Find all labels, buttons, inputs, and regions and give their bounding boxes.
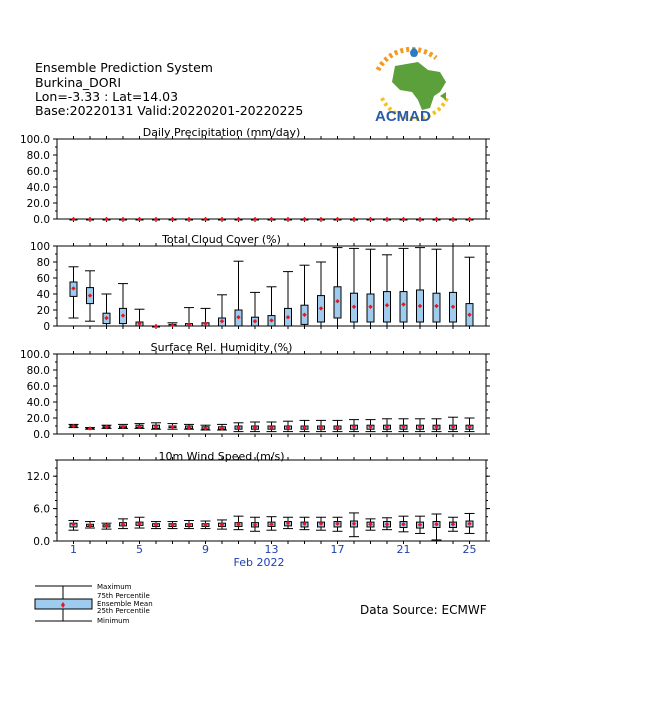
x-axis	[70, 543, 477, 556]
panel-daily-precipitation	[20, 126, 490, 226]
box-day-4	[118, 284, 128, 326]
header-line-1: Ensemble Prediction System	[35, 60, 213, 75]
y-tick-label: 100.0	[19, 134, 50, 146]
mean-marker	[319, 217, 323, 221]
box-day-12	[250, 422, 260, 432]
box-day-22	[415, 419, 425, 432]
y-tick-label: 80.0	[26, 365, 50, 377]
box-day-10	[217, 424, 227, 430]
y-tick-label: 100	[29, 241, 50, 253]
panel-title: 10m Wind Speed (m/s)	[158, 450, 285, 463]
box-day-5	[135, 517, 145, 528]
mean-marker	[170, 217, 174, 221]
box-day-25	[465, 257, 475, 326]
box-day-13	[267, 287, 277, 326]
box-day-2	[85, 426, 95, 430]
box-day-7	[168, 522, 178, 529]
mean-marker	[236, 217, 240, 221]
mean-marker	[170, 323, 174, 327]
box-day-14	[283, 217, 293, 221]
box-day-14	[283, 272, 293, 326]
box-day-24	[448, 246, 458, 326]
legend-p75: 75th Percentile	[97, 592, 150, 600]
box-day-19	[366, 519, 376, 530]
panel-title: Surface Rel. Humidity (%)	[150, 341, 293, 354]
box-day-18	[349, 513, 359, 537]
box-day-13	[267, 217, 277, 221]
box-day-24	[448, 517, 458, 531]
box-day-25	[465, 418, 475, 432]
logo-text: ACMAD	[375, 108, 431, 125]
box-day-23	[432, 249, 442, 326]
legend	[35, 583, 153, 625]
box-day-10	[217, 295, 227, 326]
box-day-23	[432, 217, 442, 221]
box-day-20	[382, 255, 392, 326]
box-day-13	[267, 517, 277, 531]
y-tick-label: 0.0	[33, 536, 50, 548]
box-day-10	[217, 217, 227, 221]
mean-marker	[368, 217, 372, 221]
y-tick-label: 60.0	[26, 381, 50, 393]
mean-marker	[401, 217, 405, 221]
box-day-22	[415, 516, 425, 533]
y-tick-label: 80.0	[26, 150, 50, 162]
y-tick-label: 0	[43, 321, 50, 333]
box-day-11	[234, 261, 244, 326]
panel-surface-rel-humidity	[20, 341, 490, 441]
box-day-4	[118, 424, 128, 429]
box-day-21	[399, 516, 409, 532]
y-tick-label: 80	[36, 257, 50, 269]
box-day-23	[432, 514, 442, 540]
mean-marker	[88, 426, 92, 430]
y-tick-label: 60	[36, 273, 50, 285]
panel-title: Total Cloud Cover (%)	[162, 233, 281, 246]
box-day-24	[448, 217, 458, 221]
box-day-22	[415, 248, 425, 326]
iqr-box	[400, 292, 407, 322]
y-tick-label: 40	[36, 289, 50, 301]
x-tick-label: 9	[202, 543, 209, 556]
mean-marker	[170, 425, 174, 429]
box-day-21	[399, 248, 409, 326]
box-day-19	[366, 420, 376, 432]
box-day-6	[151, 324, 161, 328]
x-tick-label: 21	[396, 543, 411, 556]
box-day-17	[333, 517, 343, 531]
box-day-2	[85, 522, 95, 528]
y-tick-label: 40.0	[26, 397, 50, 409]
y-tick-label: 40.0	[26, 182, 50, 194]
mean-marker	[71, 217, 75, 221]
x-tick-label: 17	[330, 543, 345, 556]
acmad-logo	[375, 48, 448, 125]
box-day-13	[267, 422, 277, 432]
box-day-5	[135, 217, 145, 221]
box-day-5	[135, 424, 145, 429]
box-day-7	[168, 424, 178, 430]
box-day-18	[349, 420, 359, 432]
box-day-12	[250, 517, 260, 531]
box-day-8	[184, 217, 194, 221]
header-line-3: Lon=-3.33 : Lat=14.03	[35, 89, 179, 104]
box-day-2	[85, 271, 95, 321]
mean-marker	[253, 217, 257, 221]
x-tick-label: 1	[70, 543, 77, 556]
box-day-9	[201, 521, 211, 529]
box-day-5	[135, 309, 145, 326]
legend-maximum: Maximum	[97, 583, 132, 591]
mean-marker	[467, 217, 471, 221]
box-day-6	[151, 423, 161, 429]
box-day-15	[300, 517, 310, 529]
box-day-16	[316, 217, 326, 221]
y-tick-label: 20	[36, 305, 50, 317]
box-day-3	[102, 217, 112, 221]
box-day-20	[382, 419, 392, 432]
panel-10m-wind-speed	[27, 450, 490, 548]
mean-marker	[352, 217, 356, 221]
box-day-17	[333, 248, 343, 326]
mean-marker	[335, 217, 339, 221]
box-day-7	[168, 217, 178, 221]
mean-marker	[187, 217, 191, 221]
y-tick-label: 20.0	[26, 413, 50, 425]
mean-marker	[286, 217, 290, 221]
header-line-4: Base:20220131 Valid:20220201-20220225	[35, 103, 304, 118]
box-day-1	[69, 267, 79, 318]
box-day-15	[300, 420, 310, 431]
box-day-11	[234, 217, 244, 221]
x-tick-label: 5	[136, 543, 143, 556]
x-tick-label: 13	[264, 543, 279, 556]
box-day-14	[283, 517, 293, 528]
mean-marker	[418, 217, 422, 221]
box-day-3	[102, 294, 112, 326]
box-day-16	[316, 517, 326, 530]
box-day-16	[316, 420, 326, 431]
box-day-10	[217, 520, 227, 529]
box-day-1	[69, 520, 79, 530]
box-day-3	[102, 425, 112, 429]
box-day-18	[349, 248, 359, 326]
box-day-8	[184, 424, 194, 429]
x-axis-label: Feb 2022	[233, 556, 285, 569]
box-day-8	[184, 520, 194, 528]
mean-marker	[104, 217, 108, 221]
box-day-8	[184, 308, 194, 327]
box-day-2	[85, 217, 95, 221]
y-tick-label: 6.0	[33, 503, 50, 516]
box-day-11	[234, 423, 244, 432]
y-tick-label: 100.0	[19, 349, 50, 361]
box-day-1	[69, 217, 79, 221]
mean-marker	[203, 217, 207, 221]
box-day-11	[234, 516, 244, 530]
box-day-20	[382, 518, 392, 530]
box-day-17	[333, 420, 343, 431]
mean-marker	[302, 217, 306, 221]
mean-marker	[385, 217, 389, 221]
panel-title: Daily Precipitation (mm/day)	[142, 126, 301, 139]
box-day-9	[201, 217, 211, 221]
box-day-19	[366, 217, 376, 221]
box-day-20	[382, 217, 392, 221]
box-day-22	[415, 217, 425, 221]
box-day-25	[465, 513, 475, 533]
mean-marker	[154, 324, 158, 328]
y-tick-label: 0.0	[33, 214, 50, 226]
mean-marker	[451, 217, 455, 221]
box-day-23	[432, 419, 442, 432]
box-day-9	[201, 308, 211, 326]
y-tick-label: 20.0	[26, 198, 50, 210]
box-day-21	[399, 419, 409, 432]
mean-marker	[121, 217, 125, 221]
panel-frame	[57, 139, 486, 219]
box-day-19	[366, 249, 376, 326]
box-day-24	[448, 417, 458, 431]
mean-marker	[269, 217, 273, 221]
box-day-1	[69, 424, 79, 428]
header-line-2: Burkina_DORI	[35, 75, 122, 90]
box-day-9	[201, 425, 211, 430]
mean-marker	[220, 217, 224, 221]
box-day-15	[300, 265, 310, 326]
mean-marker	[154, 217, 158, 221]
box-day-15	[300, 217, 310, 221]
mean-marker	[137, 217, 141, 221]
y-tick-label: 60.0	[26, 166, 50, 178]
legend-minimum: Minimum	[97, 617, 130, 625]
y-tick-label: 0.0	[33, 429, 50, 441]
box-day-12	[250, 217, 260, 221]
mean-marker	[434, 217, 438, 221]
box-day-25	[465, 217, 475, 221]
box-day-17	[333, 217, 343, 221]
box-day-16	[316, 262, 326, 326]
box-day-14	[283, 421, 293, 431]
x-tick-label: 25	[462, 543, 477, 556]
box-day-3	[102, 523, 112, 529]
box-day-21	[399, 217, 409, 221]
legend-p25: 25th Percentile	[97, 607, 150, 615]
legend-mean: Ensemble Mean	[97, 600, 153, 608]
data-source: Data Source: ECMWF	[360, 603, 487, 617]
box-day-4	[118, 217, 128, 221]
y-tick-label: 12.0	[26, 471, 50, 484]
box-day-4	[118, 519, 128, 529]
box-day-6	[151, 522, 161, 529]
mean-marker	[88, 217, 92, 221]
box-day-18	[349, 217, 359, 221]
box-day-6	[151, 217, 161, 221]
box-day-7	[168, 323, 178, 328]
box-day-12	[250, 292, 260, 326]
panel-total-cloud-cover	[30, 233, 490, 333]
